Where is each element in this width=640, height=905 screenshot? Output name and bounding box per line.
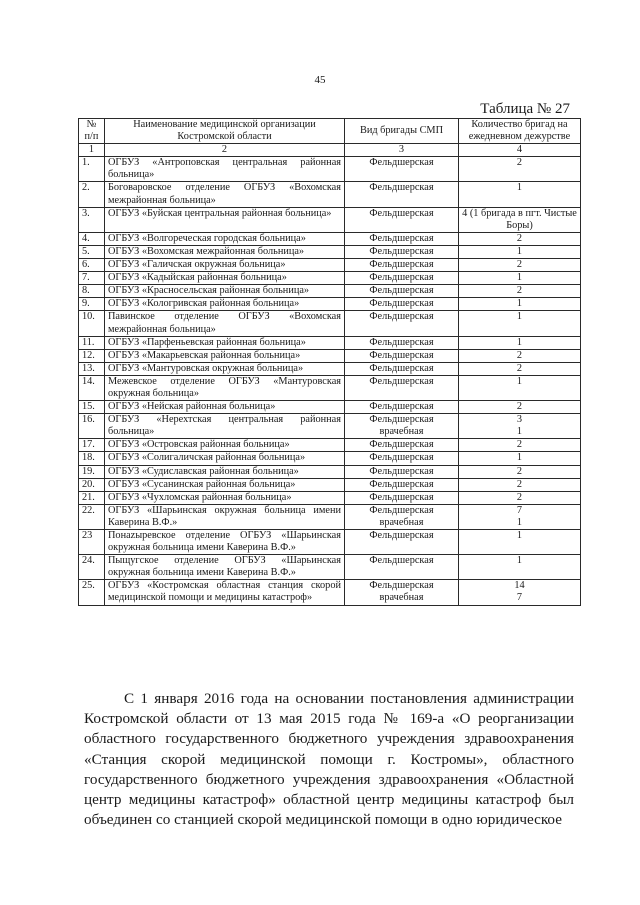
brigade-count-cell: [459, 259, 581, 272]
table-row: [79, 285, 581, 298]
table-caption: Таблица № 27: [480, 101, 570, 117]
brigade-type-cell: [345, 349, 459, 362]
brigade-type-cell: [345, 182, 459, 207]
brigade-count: 1: [516, 426, 523, 438]
table-row: [79, 504, 581, 529]
brigade-count-cell: [459, 439, 581, 452]
brigade-type: Фельдшерская: [369, 311, 434, 323]
brigade-type: Фельдшерская: [369, 401, 434, 413]
row-number: 6.: [79, 259, 105, 272]
organization-name: Боговаровское отделение ОГБУЗ «Вохомская межрайонная больница»: [105, 182, 345, 207]
row-number: 24.: [79, 555, 105, 580]
row-number: 2.: [79, 182, 105, 207]
row-number: 14.: [79, 375, 105, 400]
brigade-count: 1: [516, 375, 523, 387]
table-row: [79, 491, 581, 504]
organization-name: ОГБУЗ «Судиславская районная больница»: [105, 465, 345, 478]
brigade-count: 14: [514, 580, 525, 592]
brigade-count-cell: [459, 555, 581, 580]
brigade-count-cell: [459, 362, 581, 375]
brigade-count-cell: [459, 232, 581, 245]
row-number: 25.: [79, 580, 105, 605]
brigade-count: 1: [516, 336, 523, 348]
organization-name: ОГБУЗ «Нерехтская центральная районная больница»: [105, 414, 345, 439]
brigade-type-cell: [345, 285, 459, 298]
brigade-count: 1: [516, 311, 523, 323]
brigade-type: Фельдшерская: [369, 245, 434, 257]
brigade-type-cell: [345, 555, 459, 580]
organization-name: Пыщугское отделение ОГБУЗ «Шарьинская окружная больница имени Каверина В.Ф.»: [105, 555, 345, 580]
brigade-count: 1: [516, 298, 523, 310]
row-number: 18.: [79, 452, 105, 465]
table-row: [79, 298, 581, 311]
brigade-count: 2: [516, 285, 523, 297]
brigade-type: врачебная: [379, 592, 424, 604]
brigade-type: Фельдшерская: [369, 298, 434, 310]
organization-name: ОГБУЗ «Антроповская центральная районная больница»: [105, 157, 345, 182]
brigade-type: Фельдшерская: [369, 272, 434, 284]
organization-name: Понazыревское отделение ОГБУЗ «Шарьинская окружная больница имени Каверина В.Ф.»: [105, 530, 345, 555]
body-paragraph: С 1 января 2016 года на основании постановления администрации Костромской области от 13 мая 2015 года № 169-а «О реорганизации областного государственного бюджетного учреждения здравоохранения «Станция скорой медицинской помощи г. Костромы», областного государственного бюджетного учреждения здравоохранения «Областной центр медицины катастроф» областной центр медицины катастроф был объединен со станцией скорой медицинской помощи в одно юридическое: [84, 690, 574, 829]
organization-name: ОГБУЗ «Буйская центральная районная больница»: [105, 207, 345, 232]
table-row: [79, 580, 581, 605]
brigade-type-cell: [345, 401, 459, 414]
brigade-type: Фельдшерская: [369, 207, 434, 219]
brigade-count-cell: [459, 298, 581, 311]
brigade-count-cell: [459, 182, 581, 207]
brigade-type: Фельдшерская: [369, 285, 434, 297]
brigade-count-cell: [459, 414, 581, 439]
row-number: 9.: [79, 298, 105, 311]
brigade-type: Фельдшерская: [369, 375, 434, 387]
organization-name: ОГБУЗ «Костромская областная станция скорой медицинской помощи и медицины катастроф»: [105, 580, 345, 605]
table-row: [79, 336, 581, 349]
brigade-count: 2: [516, 401, 523, 413]
brigade-count-cell: [459, 349, 581, 362]
table-row: [79, 349, 581, 362]
table-row: [79, 245, 581, 258]
organization-name: ОГБУЗ «Парфеньевская районная больница»: [105, 336, 345, 349]
brigade-type-cell: [345, 157, 459, 182]
brigade-count: 4 (1 бригада в пгт. Чистые Боры): [462, 207, 577, 231]
brigade-type: Фельдшерская: [369, 259, 434, 271]
brigade-count-cell: [459, 375, 581, 400]
table-row: [79, 465, 581, 478]
brigade-count-cell: [459, 530, 581, 555]
table-row: [79, 401, 581, 414]
column-number: 2: [105, 144, 345, 157]
brigade-count: 2: [516, 362, 523, 374]
brigade-type: Фельдшерская: [369, 349, 434, 361]
organization-name: ОГБУЗ «Шарьинская окружная больница имени Каверина В.Ф.»: [105, 504, 345, 529]
brigade-count-cell: [459, 580, 581, 605]
brigade-count-cell: [459, 245, 581, 258]
brigade-type: Фельдшерская: [369, 530, 434, 541]
column-number: 1: [79, 144, 105, 157]
header-brigade-type: Вид бригады СМП: [345, 119, 459, 144]
brigade-type-cell: [345, 272, 459, 285]
header-number: № п/п: [79, 119, 105, 144]
row-number: 5.: [79, 245, 105, 258]
brigade-count: 7: [516, 592, 523, 604]
brigade-type: Фельдшерская: [369, 452, 434, 464]
organization-name: ОГБУЗ «Макарьевская районная больница»: [105, 349, 345, 362]
brigade-type-cell: [345, 580, 459, 605]
brigade-count: 1: [516, 272, 523, 284]
page-number: 45: [314, 74, 326, 86]
brigade-count-cell: [459, 207, 581, 232]
header-organization: Наименование медицинской организации Костромской области: [105, 119, 345, 144]
organization-name: ОГБУЗ «Кадыйская районная больница»: [105, 272, 345, 285]
organization-name: ОГБУЗ «Сусанинская районная больница»: [105, 478, 345, 491]
brigade-type-cell: [345, 465, 459, 478]
organization-name: ОГБУЗ «Волгореческая городская больница»: [105, 232, 345, 245]
table-row: [79, 530, 581, 555]
brigade-type-cell: [345, 311, 459, 336]
row-number: 22.: [79, 504, 105, 529]
table-row: [79, 232, 581, 245]
brigade-count-cell: [459, 452, 581, 465]
brigade-count: 2: [516, 491, 523, 503]
brigade-type: Фельдшерская: [369, 465, 434, 477]
brigade-type: Фельдшерская: [369, 182, 434, 194]
row-number: 17.: [79, 439, 105, 452]
brigade-type: Фельдшерская: [369, 491, 434, 503]
brigade-count-cell: [459, 311, 581, 336]
brigade-count: 2: [516, 465, 523, 477]
organization-name: ОГБУЗ «Чухломская районная больница»: [105, 491, 345, 504]
brigade-type: Фельдшерская: [369, 478, 434, 490]
brigade-count-cell: [459, 478, 581, 491]
organization-name: Межевское отделение ОГБУЗ «Мантуровская окружная больница»: [105, 375, 345, 400]
brigade-type: Фельдшерская: [369, 362, 434, 374]
brigade-count: 1: [516, 555, 523, 567]
header-brigade-count: Количество бригад на ежедневном дежурстве: [459, 119, 581, 144]
brigade-count-cell: [459, 504, 581, 529]
brigade-type: Фельдшерская: [369, 336, 434, 348]
row-number: 13.: [79, 362, 105, 375]
brigade-count-cell: [459, 157, 581, 182]
brigade-type: врачебная: [379, 516, 424, 528]
table-row: [79, 414, 581, 439]
table-row: [79, 182, 581, 207]
table-row: [79, 272, 581, 285]
brigade-type-cell: [345, 491, 459, 504]
table-row: [79, 375, 581, 400]
brigade-type-cell: [345, 245, 459, 258]
table-row: [79, 439, 581, 452]
table-row: [79, 555, 581, 580]
brigade-count: 2: [516, 259, 523, 271]
row-number: 11.: [79, 336, 105, 349]
organization-name: ОГБУЗ «Мантуровская окружная больница»: [105, 362, 345, 375]
brigade-type-cell: [345, 504, 459, 529]
brigade-type-cell: [345, 414, 459, 439]
row-number: 12.: [79, 349, 105, 362]
table-body: [79, 157, 581, 605]
brigade-count: 3: [516, 414, 523, 426]
row-number: 1.: [79, 157, 105, 182]
brigade-count: 1: [516, 182, 523, 194]
row-number: 4.: [79, 232, 105, 245]
brigade-type-cell: [345, 530, 459, 555]
table-header-row: [79, 119, 581, 144]
brigade-count-cell: [459, 272, 581, 285]
brigade-count: 2: [516, 157, 523, 169]
table-row: [79, 478, 581, 491]
brigade-type-cell: [345, 362, 459, 375]
row-number: 21.: [79, 491, 105, 504]
table-row: [79, 157, 581, 182]
organization-name: Павинское отделение ОГБУЗ «Вохомская межрайонная больница»: [105, 311, 345, 336]
brigade-count: 7: [516, 504, 523, 516]
brigade-type-cell: [345, 478, 459, 491]
brigade-type: Фельдшерская: [369, 414, 434, 426]
brigade-count: 2: [516, 349, 523, 361]
organization-name: ОГБУЗ «Галичская окружная больница»: [105, 259, 345, 272]
row-number: 15.: [79, 401, 105, 414]
organization-name: ОГБУЗ «Красносельская районная больница»: [105, 285, 345, 298]
organization-name: ОГБУЗ «Островская районная больница»: [105, 439, 345, 452]
brigade-type-cell: [345, 207, 459, 232]
table-row: [79, 452, 581, 465]
brigade-type-cell: [345, 375, 459, 400]
brigade-type: Фельдшерская: [369, 232, 434, 244]
brigade-type: Фельдшерская: [369, 504, 434, 516]
row-number: 10.: [79, 311, 105, 336]
table-row: [79, 311, 581, 336]
column-number: 4: [459, 144, 581, 157]
brigades-table: [78, 118, 581, 606]
brigade-type: Фельдшерская: [369, 439, 434, 451]
brigade-type: Фельдшерская: [369, 580, 434, 592]
row-number: 3.: [79, 207, 105, 232]
table-row: [79, 207, 581, 232]
column-number: 3: [345, 144, 459, 157]
row-number: 23: [79, 530, 105, 555]
brigade-type: Фельдшерская: [369, 555, 434, 567]
brigade-count: 1: [516, 530, 523, 541]
brigade-count-cell: [459, 491, 581, 504]
brigade-type-cell: [345, 336, 459, 349]
table-row: [79, 259, 581, 272]
brigade-count: 1: [516, 452, 523, 464]
brigade-type: Фельдшерская: [369, 157, 434, 169]
brigade-type: врачебная: [379, 426, 424, 438]
column-number-row: [79, 144, 581, 157]
organization-name: ОГБУЗ «Кологривская районная больница»: [105, 298, 345, 311]
row-number: 16.: [79, 414, 105, 439]
row-number: 19.: [79, 465, 105, 478]
brigade-count-cell: [459, 285, 581, 298]
brigade-count: 1: [516, 245, 523, 257]
brigade-count: 2: [516, 439, 523, 451]
organization-name: ОГБУЗ «Солигаличская районная больница»: [105, 452, 345, 465]
brigade-type-cell: [345, 452, 459, 465]
brigade-type-cell: [345, 439, 459, 452]
brigade-count-cell: [459, 401, 581, 414]
brigade-count: 2: [516, 232, 523, 244]
table-row: [79, 362, 581, 375]
brigade-type-cell: [345, 259, 459, 272]
organization-name: ОГБУЗ «Нейская районная больница»: [105, 401, 345, 414]
organization-name: ОГБУЗ «Вохомская межрайонная больница»: [105, 245, 345, 258]
brigade-count: 2: [516, 478, 523, 490]
row-number: 8.: [79, 285, 105, 298]
brigade-count: 1: [516, 516, 523, 528]
brigade-type-cell: [345, 232, 459, 245]
brigade-type-cell: [345, 298, 459, 311]
brigade-count-cell: [459, 336, 581, 349]
row-number: 20.: [79, 478, 105, 491]
row-number: 7.: [79, 272, 105, 285]
brigade-count-cell: [459, 465, 581, 478]
